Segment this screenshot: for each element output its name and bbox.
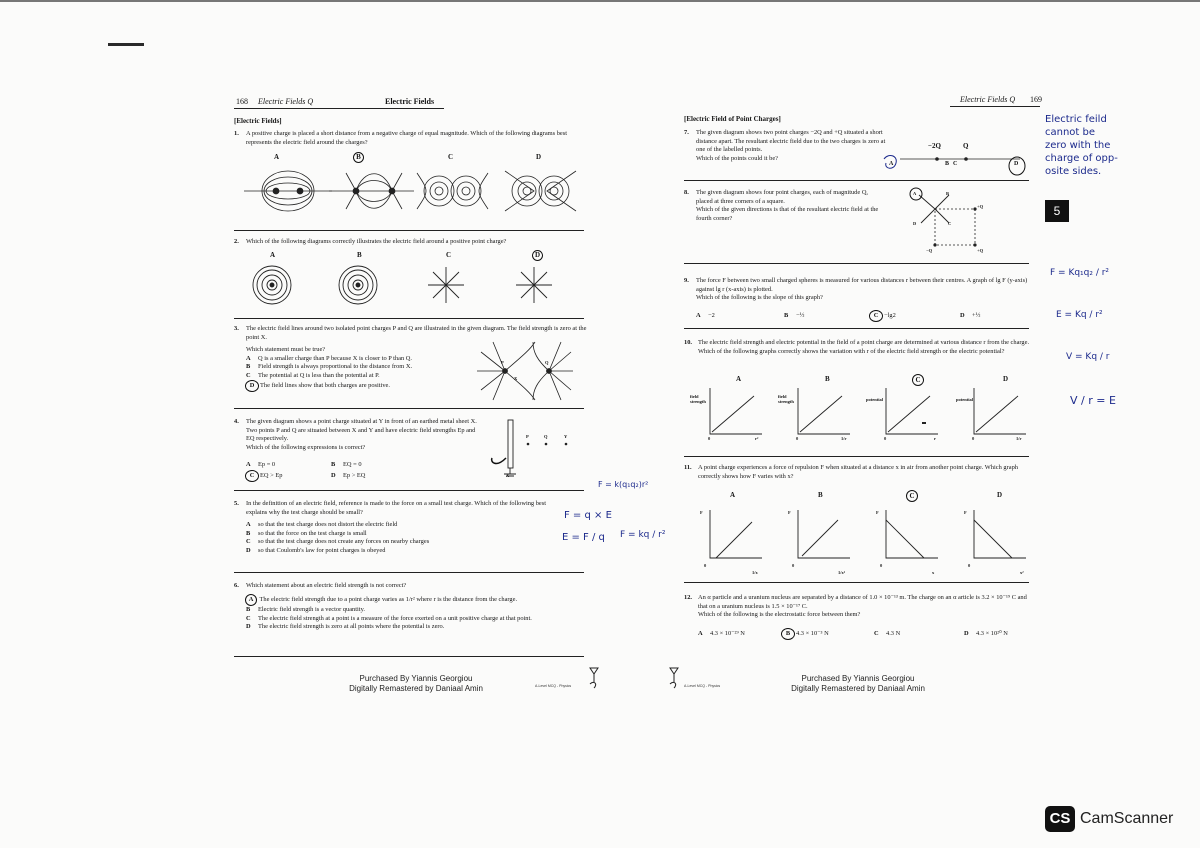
divider [684, 328, 1029, 329]
q8-label-c: C [948, 221, 952, 226]
q11-origin-b: 0 [792, 563, 795, 568]
q10-origin-b: 0 [796, 436, 799, 441]
scan-edge [0, 0, 1200, 2]
divider [234, 408, 584, 409]
divider [234, 572, 584, 573]
logo-icon [588, 664, 600, 688]
left-page-title: Electric Fields [385, 97, 435, 106]
q6-number: 6. [234, 582, 239, 589]
q9-number: 9. [684, 277, 689, 284]
handwritten-field-formula: E = Kq / r² [1056, 310, 1103, 320]
q7-charge-pos: Q [963, 142, 969, 150]
q9-option-b: B −½ [784, 312, 805, 319]
right-section-title: [Electric Field of Point Charges] [684, 115, 781, 123]
q9-option-c: C −lg2 [870, 310, 960, 322]
handwritten-force-formula: F = Kq₁q₂ / r² [1050, 268, 1110, 278]
q10-letter-d: D [1003, 375, 1009, 383]
logo-icon [668, 664, 680, 688]
divider [684, 456, 1029, 457]
q11-xlabel-a: 1/x [752, 570, 758, 575]
q11-ylabel-d: F [964, 510, 967, 515]
q12-option-c: C 4.3 N [874, 630, 901, 637]
q5-options [246, 521, 546, 555]
divider [234, 318, 584, 319]
q10-xlabel-c: r [934, 436, 936, 441]
q12-option-b: B 4.3 × 10⁻³ N [782, 628, 874, 640]
q11-letter-a: A [730, 491, 736, 499]
divider [684, 263, 1029, 264]
q3-stem: The electric field lines around two isolated point charges P and Q are illustrated in the given diagram. The field strength is zero at the point X. [246, 325, 587, 341]
q1-stem: A positive charge is placed a short distance from a negative charge of equal magnitude. Which of the following diagrams best represents the electric field around the charges? [246, 130, 568, 146]
q3-field-diagram [475, 340, 575, 402]
question-1 [234, 130, 574, 147]
q3-label-p: P [501, 360, 504, 365]
q2-letter-c: C [446, 251, 452, 259]
q10-letter-b: B [825, 375, 830, 383]
q11-ylabel-a: F [700, 510, 703, 515]
q3-label-x: X [514, 376, 518, 381]
question-8 [684, 189, 884, 223]
q11-stem: A point charge experiences a force of repulsion F when situated at a distance x in air from another point charge. Which graph correctly shows how F varies with x? [698, 464, 1018, 480]
q7-charge-neg: −2Q [928, 142, 941, 150]
q10-origin-d: 0 [972, 436, 975, 441]
q8-charge-1: +Q [977, 204, 984, 209]
q1-letter-a: A [274, 153, 280, 161]
question-9 [684, 277, 1029, 303]
q1-number: 1. [234, 130, 239, 137]
left-footer: Purchased By Yiannis Georgiou Digitally Remastered by Daniaal Amin [349, 674, 483, 693]
q11-letter-d: D [997, 491, 1003, 499]
q10-number: 10. [684, 339, 692, 346]
q8-prompt: Which of the given directions is that of the resultant electric field at the fourth corner? [696, 206, 879, 222]
q3-option-a: A Q is a smaller charge than P because X is closer to P than Q. [246, 354, 412, 362]
divider [234, 490, 584, 491]
q10-letter-a: A [736, 375, 742, 383]
q6-options [246, 594, 581, 632]
q11-xlabel-b: 1/x² [838, 570, 846, 575]
q7-number: 7. [684, 129, 689, 136]
q9-option-a: A −2 [696, 312, 715, 319]
q9-option-d: D +½ [960, 312, 981, 319]
q9-stem: The force F between two small charged spheres is measured for various distances r between their centres. A graph of lg F (y-axis) against lg r (x-axis) is plotted. [696, 277, 1028, 293]
q11-xlabel-c: x [932, 570, 935, 575]
q11-origin-a: 0 [704, 563, 707, 568]
left-running-head: Electric Fields Q [258, 97, 314, 106]
q3-prompt: Which statement must be true? [246, 346, 326, 353]
question-11 [684, 464, 1029, 481]
q4-label-q: Q [544, 434, 548, 439]
q4-option-a: A Ep = 0 [246, 461, 276, 468]
q9-prompt: Which of the following is the slope of this graph? [696, 294, 823, 301]
q1-letter-b-circled: B [353, 152, 364, 163]
q7-point-a: A [889, 161, 894, 167]
q7-point-d-circled: D [1014, 161, 1019, 167]
q7-point-b: B [945, 161, 950, 167]
question-10 [684, 339, 1034, 356]
q7-point-c: C [953, 161, 958, 167]
q11-origin-d: 0 [968, 563, 971, 568]
q2-letter-d-circled: D [532, 250, 543, 261]
q7-stem: The given diagram shows two point charges −2Q and +Q situated a short distance apart. The resultant electric field due to the two charges is zero at one of the labelled points. [696, 129, 886, 153]
q4-option-c: C EQ > Ep [246, 470, 331, 482]
q3-options [246, 346, 486, 392]
divider [234, 656, 584, 657]
q2-number: 2. [234, 238, 239, 245]
q10-xlabel-d: 1/r [1016, 436, 1022, 441]
q10-origin-c: 0 [884, 436, 887, 441]
q11-number: 11. [684, 464, 692, 471]
handwritten-f-kq: F = kq / r² [620, 530, 666, 540]
q11-origin-c: 0 [880, 563, 883, 568]
q3-number: 3. [234, 325, 239, 332]
right-page-number: 169 [1030, 95, 1042, 104]
q4-label-y: Y [564, 434, 568, 439]
q4-label-x: X [506, 473, 510, 478]
q5-option-a: A so that the test charge does not distort the electric field [246, 521, 398, 528]
q3-option-c: C The potential at Q is less than the potential at P. [246, 371, 380, 379]
q6-stem: Which statement about an electric field strength is not correct? [246, 582, 407, 589]
q10-xlabel-b: 1/r [841, 436, 847, 441]
q2-letter-b: B [357, 251, 362, 259]
question-4 [234, 418, 484, 452]
header-rule [234, 108, 444, 109]
q10-graphs [706, 386, 1036, 442]
divider [234, 230, 584, 231]
q6-option-c: C The electric field strength at a point is a measure of the force exerted on a unit positive charge at that point. [246, 614, 532, 622]
q3-label-q: Q [545, 360, 549, 365]
q6-option-a: A The electric field strength due to a point charge varies as 1/r² where r is the distance from the charge. [246, 594, 581, 606]
q11-ylabel-c: F [876, 510, 879, 515]
q6-option-b: B Electric field strength is a vector quantity. [246, 606, 365, 613]
camscanner-logo: CS [1045, 806, 1075, 832]
q7-prompt: Which of the points could it be? [696, 154, 778, 162]
header-rule [950, 106, 1040, 107]
q8-charge-3: +Q [977, 248, 984, 253]
divider [684, 582, 1029, 583]
q4-options [246, 461, 446, 482]
q11-graphs [706, 508, 1036, 564]
q11-xlabel-d: x² [1020, 570, 1024, 575]
q3-option-d: D The field lines show that both charges are positive. [246, 380, 486, 392]
q5-option-d: D so that Coulomb's law for point charges is obeyed [246, 546, 386, 554]
q4-label-p: P [526, 434, 529, 439]
q5-number: 5. [234, 500, 239, 507]
q8-label-b: B [946, 191, 950, 196]
q1-letter-c: C [448, 153, 454, 161]
q2-stem: Which of the following diagrams correctly illustrates the electric field around a positive point charge? [246, 238, 507, 245]
q4-prompt: Which of the following expressions is correct? [246, 443, 366, 451]
left-page-number: 168 [236, 97, 248, 106]
handwritten-e-fq: E = F / q [562, 532, 605, 543]
q9-options [696, 310, 1026, 322]
scan-mark [108, 43, 144, 46]
q5-option-b: B so that the force on the test charge is small [246, 529, 367, 537]
q12-prompt: Which of the following is the electrostatic force between them? [698, 611, 861, 618]
q10-xlabel-a: r² [755, 436, 759, 441]
q10-ylabel-c: potential [866, 397, 884, 402]
q1-field-diagrams [234, 163, 579, 223]
q5-option-c: C so that the test charge does not create any forces on nearby charges [246, 538, 430, 545]
q10-origin-a: 0 [708, 436, 711, 441]
question-2 [234, 238, 594, 247]
q4-option-b: B EQ = 0 [331, 461, 362, 468]
divider [684, 180, 1029, 181]
q11-letter-c-circled: C [906, 490, 918, 502]
q11-letter-b: B [818, 491, 823, 499]
q8-label-d: D [913, 221, 917, 226]
handwritten-ratio-formula: V / r = E [1070, 394, 1116, 407]
q10-ylabel-b: field strength [778, 394, 794, 404]
q10-stem: The electric field strength and electric potential in the field of a point charge are determined at various distance r from the charge. Which of the following graphs correctly shows the variation with r of the electric field strength or the electric potential? [698, 339, 1030, 355]
q6-option-d: D The electric field strength is zero at all points where the potential is zero. [246, 623, 445, 630]
left-section-title: [Electric Fields] [234, 117, 282, 125]
q8-label-a: A [913, 191, 917, 196]
q2-letter-a: A [270, 251, 276, 259]
q4-option-d: D Ep > EQ [331, 471, 366, 479]
handwritten-note: Electric feild cannot be zero with the charge of opp- osite sides. [1045, 114, 1118, 177]
q4-stem: The given diagram shows a point charge situated at Y in front of an earthed metal sheet X. Two points P and Q are situated between X and Y and have electric field strengths Ep and EQ respectively. [246, 418, 477, 442]
camscanner-name: CamScanner [1080, 810, 1174, 827]
right-running-head: Electric Fields Q [960, 95, 1016, 104]
handwritten-coulomb: F = k(q₁q₂)r² [598, 480, 649, 489]
q12-option-d: D 4.3 × 10²⁰ N [964, 630, 1008, 637]
q10-ylabel-a: field strength [690, 394, 706, 404]
question-12 [684, 594, 1029, 620]
q12-options [698, 628, 1033, 640]
q12-number: 12. [684, 594, 692, 601]
handwritten-f-qe: F = q × E [564, 510, 612, 521]
question-6 [234, 582, 584, 591]
right-footer: Purchased By Yiannis Georgiou Digitally Remastered by Daniaal Amin [791, 674, 925, 693]
q2-field-diagrams [250, 263, 570, 313]
q12-stem: An α particle and a uranium nucleus are separated by a distance of 1.0 × 10⁻¹³ m. The charge on an α article is 3.2 × 10⁻¹⁹ C and that on a uranium nucleus is 1.5 × 10⁻¹⁷ C. [698, 594, 1027, 610]
q3-option-b: B Field strength is always proportional to the distance from X. [246, 363, 413, 370]
q1-letter-d: D [536, 153, 542, 161]
q8-stem: The given diagram shows four point charges, each of magnitude Q, placed at three corners of a square. [696, 189, 869, 205]
q5-stem: In the definition of an electric field, reference is made to the force on a small test charge. Which of the following best explains why the test charge should be small? [246, 500, 547, 516]
q11-ylabel-b: F [788, 510, 791, 515]
q8-number: 8. [684, 189, 689, 196]
q8-charge-2: −Q [926, 248, 933, 253]
handwritten-potential-formula: V = Kq / r [1066, 352, 1110, 362]
q10-letter-c-circled: C [912, 374, 924, 386]
page-badge: 5 [1045, 200, 1069, 222]
right-footer-mini: A-Level MCQ - Physics [684, 684, 721, 688]
q4-sheet-diagram [486, 418, 586, 480]
q12-option-a: A 4.3 × 10⁻²⁹ N [698, 630, 745, 637]
q10-ylabel-d: potential [956, 397, 974, 402]
q4-number: 4. [234, 418, 239, 425]
left-footer-mini: A-Level MCQ - Physics [535, 684, 572, 688]
question-5 [234, 500, 554, 517]
